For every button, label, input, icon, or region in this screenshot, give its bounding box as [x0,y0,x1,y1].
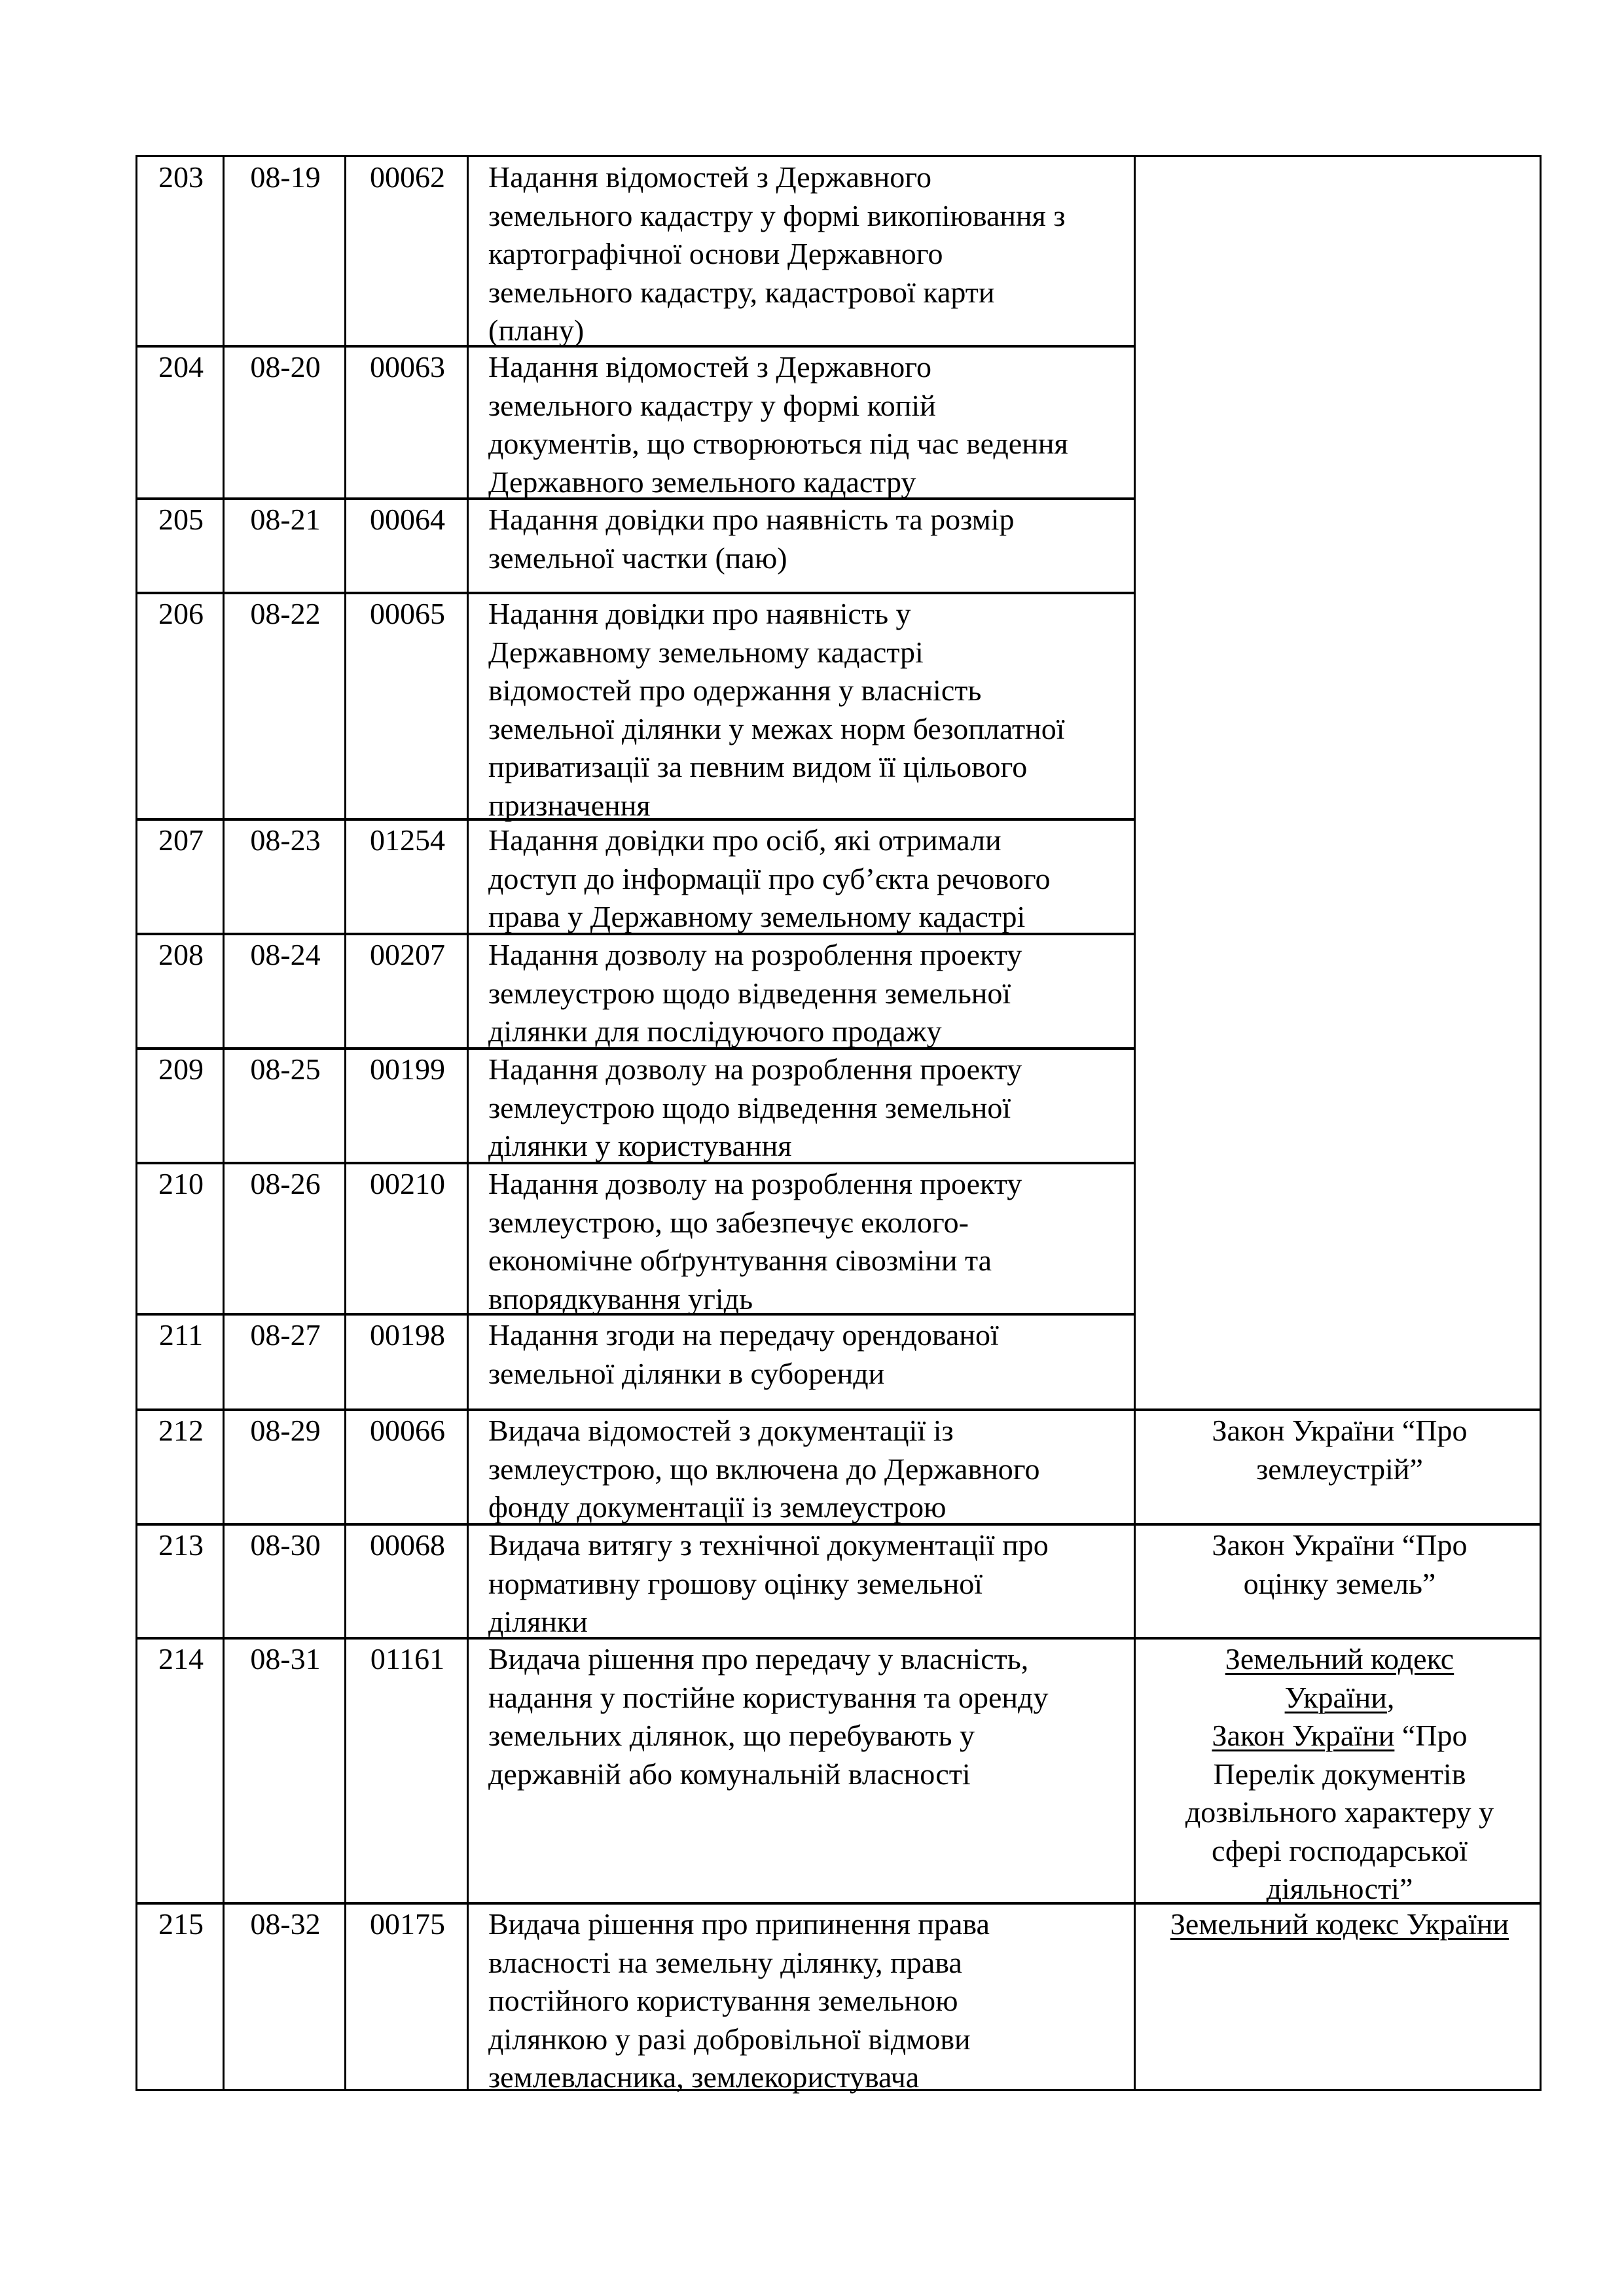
table-row [137,1904,1540,2094]
service-code: 08-24 [250,938,321,971]
service-description: Надання згоди на передачу орендованої земельної ділянки в суборенди [488,1318,999,1390]
legal-basis: Закон України “Про оцінку земель” [1212,1528,1468,1600]
service-id: 00066 [370,1414,445,1447]
service-id: 01161 [370,1642,445,1676]
row-number: 204 [158,350,204,384]
row-number: 211 [158,1318,204,1352]
row-number: 215 [158,1907,204,1941]
service-description: Надання дозволу на розроблення проекту землеустрою щодо відведення земельної ділянки для послідуючого продажу [488,938,1022,1048]
service-id: 00068 [370,1528,445,1562]
service-id: 01254 [370,823,445,857]
service-description: Видача рішення про передачу у власність, надання у постійне користування та оренду земельних ділянок, що перебувають у державній або комунальній власності [488,1642,1049,1791]
service-id: 00175 [370,1907,445,1941]
land-code-link[interactable]: Земельний кодекс України [1170,1907,1509,1941]
row-number: 214 [158,1642,204,1676]
legal-basis [1136,1904,1543,1944]
service-id: 00062 [370,160,445,194]
service-description: Надання довідки про наявність у Державному земельному кадастрі відомостей про одержання у власність земельної ділянки у межах норм безоплатної приватизації за певним видом її цільового призначення [488,597,1065,822]
service-code: 08-27 [250,1318,321,1352]
service-description: Видача витягу з технічної документації про нормативну грошову оцінку земельної ділянки [488,1528,1049,1638]
service-description: Надання відомостей з Державного земельного кадастру у формі копій документів, що створюються під час ведення Державного земельного кадастру [488,350,1068,499]
table-row [137,1410,1540,1525]
service-code: 08-23 [250,823,321,857]
table-row [137,1049,1540,1164]
service-description: Надання дозволу на розроблення проекту землеустрою, що забезпечує еколого- економічне обґрунтування сівозміни та впорядкування угідь [488,1167,1022,1316]
service-code: 08-25 [250,1052,321,1086]
row-number: 208 [158,938,204,971]
service-description: Надання відомостей з Державного земельного кадастру у формі викопіювання з картографічної основи Державного земельного кадастру, кадастрової карти (плану) [488,160,1066,347]
table-row [137,594,1540,820]
service-description: Надання дозволу на розроблення проекту землеустрою щодо відведення земельної ділянки у користування [488,1052,1022,1162]
row-number: 207 [158,823,204,857]
law-of-ukraine-link[interactable]: Закон України [1212,1719,1395,1752]
service-code: 08-21 [250,503,321,536]
service-id: 00198 [370,1318,445,1352]
service-id: 00207 [370,938,445,971]
services-table [135,155,1542,2094]
service-code: 08-20 [250,350,321,384]
row-number: 209 [158,1052,204,1086]
service-id: 00199 [370,1052,445,1086]
row-number: 203 [158,160,204,194]
row-number: 212 [158,1414,204,1447]
service-id: 00065 [370,597,445,630]
service-code: 08-22 [250,597,321,630]
table-row [137,1639,1540,1904]
land-code-link[interactable]: Земельний кодекс [1225,1642,1454,1676]
service-code: 08-19 [250,160,321,194]
table-row [137,1164,1540,1315]
service-code: 08-31 [250,1642,321,1676]
row-number: 210 [158,1167,204,1200]
legal-basis: Закон України “Про землеустрій” [1212,1414,1468,1486]
table-row [137,499,1540,594]
service-id: 00064 [370,503,445,536]
land-code-link[interactable]: України [1284,1680,1387,1714]
service-description: Видача рішення про припинення права власності на земельну ділянку, права постійного користування земельною ділянкою у разі добровільної відмови землевласника, землекористувача [488,1907,990,2094]
row-number: 205 [158,503,204,536]
table-row [137,1525,1540,1639]
row-number: 206 [158,597,204,630]
service-code: 08-29 [250,1414,321,1447]
table-row [137,1315,1540,1410]
service-description: Надання довідки про осіб, які отримали доступ до інформації про суб’єкта речового права у Державному земельному кадастрі [488,823,1051,933]
row-number: 213 [158,1528,204,1562]
table-row [137,347,1540,499]
service-id: 00063 [370,350,445,384]
service-code: 08-32 [250,1907,321,1941]
table-row [137,935,1540,1049]
service-id: 00210 [370,1167,445,1200]
service-code: 08-26 [250,1167,321,1200]
table-row [137,820,1540,935]
service-description: Надання довідки про наявність та розмір земельної частки (паю) [488,503,1015,575]
table-row [137,157,1540,347]
service-code: 08-30 [250,1528,321,1562]
legal-basis: Земельний кодекс України, Закон України “Про Перелік документів дозвільного характеру у сфері господарської діяльності” [1185,1642,1494,1905]
service-description: Видача відомостей з документації із землеустрою, що включена до Державного фонду документації із землеустрою [488,1414,1040,1524]
